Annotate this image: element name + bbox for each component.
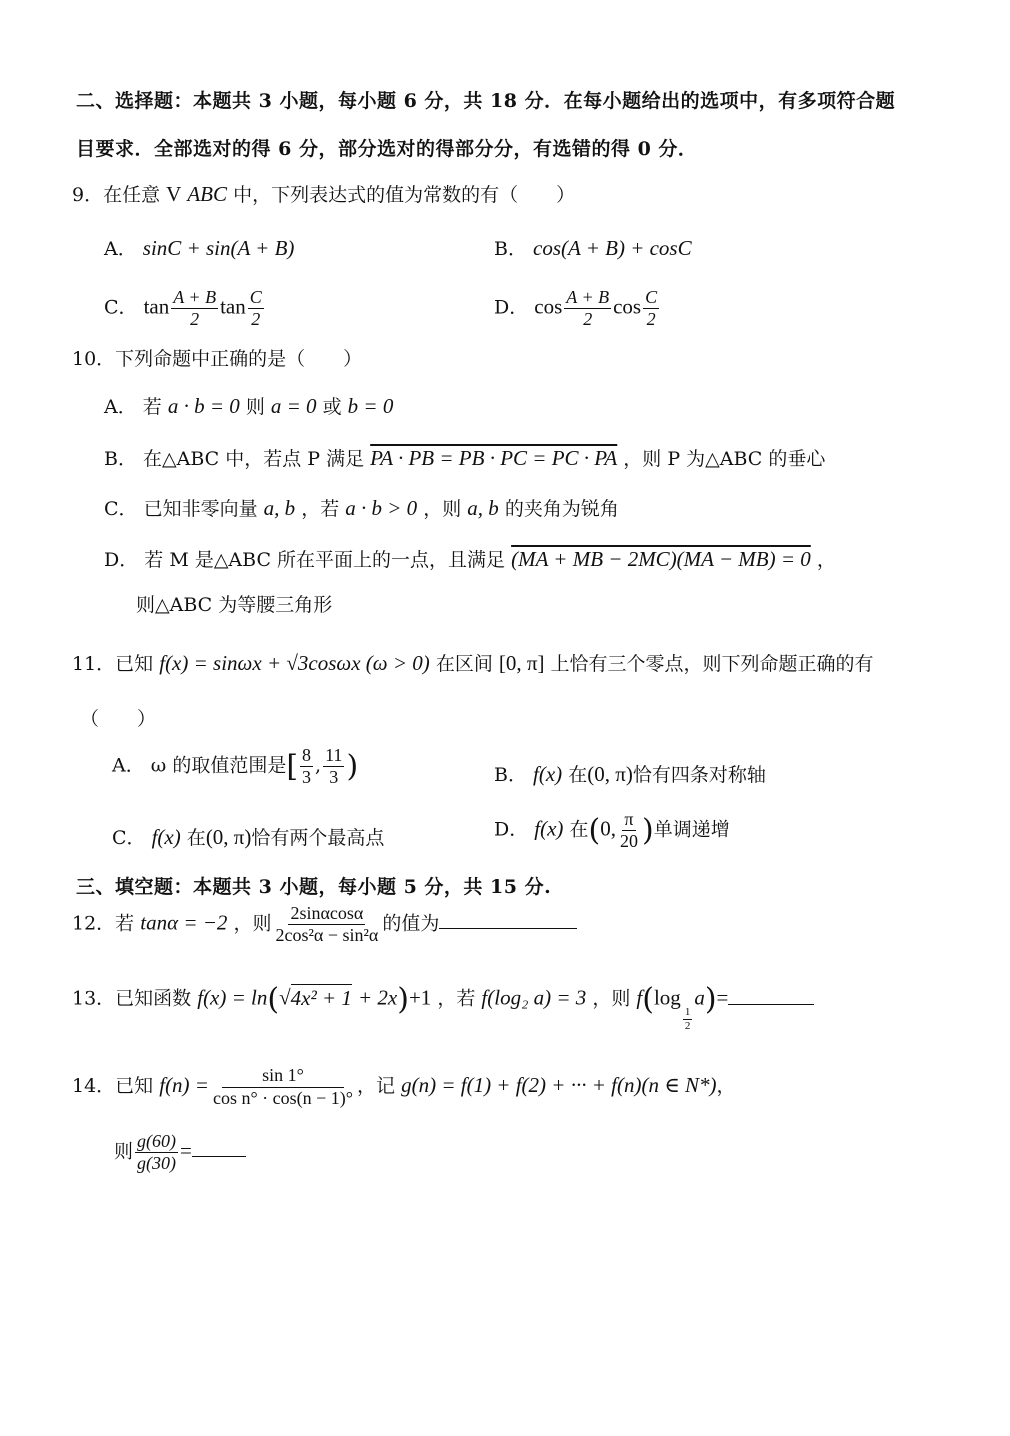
q13-answer-blank[interactable]: [728, 984, 814, 1005]
q12-condition: tanα = −2: [140, 910, 228, 935]
q11-option-a-den1: 3: [302, 766, 312, 787]
q10-option-c-text4: 的夹角为锐角: [504, 498, 619, 520]
q11-option-a-num1: 8: [302, 745, 312, 765]
q13-f-def: f(x) = ln: [197, 985, 268, 1010]
q11-option-d-frac: [618, 810, 640, 851]
q9-stem-suffix: 中，下列表达式的值为常数的有（ ）: [233, 184, 576, 206]
q11-paren: （ ）: [80, 708, 157, 730]
q13-ask-f: f: [636, 985, 643, 1010]
q13-ask-log: log: [653, 985, 681, 1010]
q14-fraction: [211, 1066, 355, 1108]
q10-option-d-eq: (MA + MB − 2MC)(MA − MB) = 0: [511, 547, 811, 571]
q11-option-b-label: B．: [494, 764, 527, 786]
q9-option-d-frac1: [564, 288, 611, 329]
q9-option-c-label: C．: [104, 296, 138, 319]
q10-option-c-vectors2: a, b: [467, 496, 499, 520]
q11-option-d-num: π: [624, 809, 634, 829]
q11-option-d-f: f(x): [534, 816, 564, 841]
q11-option-c-f: f(x): [151, 825, 181, 849]
q9-option-b-label: B．: [494, 238, 527, 260]
q11-option-c-label: C．: [112, 827, 146, 849]
q14-ratio-den: g(30): [137, 1152, 177, 1173]
q10-option-d-line2: 则△ABC 为等腰三角形: [136, 594, 333, 616]
q14-ask: [114, 1132, 246, 1173]
q13-condition: f(log₂ a) = 3: [481, 985, 587, 1010]
q9-stem-prefix: 9．在任意: [72, 184, 161, 206]
q11-option-d-label: D．: [494, 818, 529, 841]
q9-triangle-symbol: V: [166, 182, 182, 206]
q9-option-d-cos1: cos: [534, 294, 563, 319]
q14-g-def: g(n) = f(1) + f(2) + ··· + f(n)(n ∈ N*): [401, 1072, 717, 1097]
q11-option-c-interval: (0, π): [205, 825, 252, 849]
q12-stem-suffix: 的值为: [382, 912, 440, 935]
q14-f-lhs: f(n) =: [159, 1072, 209, 1097]
q9-option-d-den1: 2: [583, 308, 593, 329]
q11-option-a-label: A．: [112, 754, 145, 777]
q10-option-a-eq2: a = 0: [270, 394, 317, 418]
q11-option-d-den: 20: [619, 830, 638, 851]
q10-option-a-label: A．: [104, 396, 137, 418]
q11-option-d-text: 在: [569, 818, 589, 841]
q9-option-d-num2: C: [645, 287, 658, 307]
q11-option-d-text2: 单调递增: [653, 818, 730, 841]
q10-option-c-vectors: a, b: [263, 496, 296, 520]
q10-option-b-label: B．: [104, 448, 137, 470]
q11-function: f(x) = sinωx + √3cosωx (ω > 0): [159, 651, 430, 675]
q12-stem-mid: ，则: [233, 912, 272, 935]
q10-option-a-text3: 或: [322, 396, 342, 418]
section2-title-line1: 二、选择题：本题共 3 小题，每小题 6 分，共 18 分．在每小题给出的选项中，有多项符合题: [76, 90, 896, 112]
q14-ratio: [135, 1132, 178, 1173]
q14-stem-mid: ，记: [357, 1074, 396, 1097]
q11-option-c-text: 在: [186, 827, 206, 849]
q12-stem-prefix: 12．若: [72, 912, 135, 935]
q11-option-a-text: ω 的取值范围是: [150, 754, 287, 777]
q9-option-a-label: A．: [104, 238, 137, 260]
q10-option-b-eq: PA · PB = PB · PC = PC · PA: [370, 446, 618, 470]
q14-denominator: cos n° · cos(n − 1)°: [212, 1087, 354, 1108]
q10-option-c-text1: 已知非零向量: [143, 498, 258, 520]
section2-title-line2: 目要求．全部选对的得 6 分，部分选对的得部分分，有选错的得 0 分．: [76, 138, 698, 160]
q14-stem-end: ，: [716, 1074, 736, 1097]
q14-then: 则: [114, 1140, 134, 1163]
q10-option-d-label: D．: [104, 549, 139, 571]
q11-interval: [0, π]: [498, 651, 545, 675]
q10-option-c: [104, 494, 619, 521]
q11-option-d: D． f(x) 在(0, $\frac{\pi}{20}$ )单调递增: [494, 809, 730, 851]
q9-option-a-expr: sinC + sin(A + B): [142, 236, 295, 260]
q10-option-c-text2: ，若: [301, 498, 340, 520]
q9-option-c-frac2: [248, 288, 264, 329]
q9-option-d-den2: 2: [646, 308, 656, 329]
q9-option-d-cos2: cos: [613, 294, 642, 319]
q13-stem-mid: ，若: [437, 987, 476, 1010]
q11-option-b: [494, 760, 766, 787]
q13-ask-base-den: 2: [684, 1020, 691, 1033]
q13-ask-eq: =: [716, 985, 729, 1010]
q11-option-c: [112, 823, 384, 850]
q11-stem-mid: 在区间: [435, 653, 493, 675]
q10-option-d-text2: ，: [816, 549, 836, 571]
q9-option-c: [104, 288, 266, 329]
q13-ask-base-num: 1: [683, 1007, 693, 1021]
q10-option-b-text2: ，则 P 为△ABC 的垂心: [623, 448, 826, 470]
q10-option-b-text1: 在△ABC 中，若点 P 满足: [143, 448, 365, 470]
q9-option-b-expr: cos(A + B) + cosC: [533, 236, 692, 260]
q14-answer-blank[interactable]: [192, 1136, 246, 1157]
q14-eq: =: [180, 1138, 192, 1163]
q12-stem: [72, 904, 577, 945]
q13-stem-prefix: 13．已知函数: [72, 987, 192, 1010]
q9-option-c-num2: C: [249, 287, 262, 307]
q13-f-end: +1: [408, 985, 432, 1010]
q11-stem-suffix: 上恰有三个零点，则下列命题正确的有: [550, 653, 874, 675]
q11-option-a-den2: 3: [329, 766, 339, 787]
q9-option-a: [104, 234, 294, 261]
q11-stem-prefix: 11．已知: [72, 653, 154, 675]
q10-option-a-text2: 则: [245, 396, 265, 418]
q14-stem: [72, 1066, 736, 1108]
q13-sqrt-body: 4x² + 1: [290, 985, 352, 1010]
q9-option-c-den1: 2: [190, 308, 200, 329]
q11-option-c-text2: 恰有两个最高点: [251, 827, 385, 849]
q14-numerator: sin 1°: [222, 1066, 344, 1088]
q14-ratio-num: g(60): [137, 1131, 177, 1151]
q11-option-b-f: f(x): [533, 762, 563, 786]
q12-fraction: [274, 904, 381, 945]
q11-stem: [72, 649, 874, 676]
q9-option-c-tan2: tan: [220, 294, 246, 319]
q9-option-d: [494, 288, 661, 329]
q11-option-a-frac2: [323, 746, 344, 787]
q9-option-c-den2: 2: [251, 308, 261, 329]
q10-option-a-text1: 若: [142, 396, 162, 418]
q10-option-a-eq3: b = 0: [347, 394, 394, 418]
q13-ask-a: a: [694, 985, 705, 1010]
q10-option-d-text1: 若 M 是△ABC 所在平面上的一点，且满足: [144, 549, 506, 571]
q9-option-d-frac2: [643, 288, 659, 329]
q13-ask-base: [683, 1007, 693, 1033]
q11-option-b-text: 在: [568, 764, 588, 786]
q9-option-d-num1: A + B: [566, 287, 610, 307]
q9-option-c-frac1: [171, 288, 218, 329]
q11-option-d-zero: 0,: [600, 816, 616, 841]
q14-stem-prefix: 14．已知: [72, 1074, 154, 1097]
q12-denominator: 2cos²α − sin²α: [275, 924, 379, 945]
q9-option-b: [494, 234, 692, 261]
q11-option-a: A． ω 的取值范围是[ $\frac{8}{3}$ , $\frac{11}{3}$ ): [112, 745, 359, 787]
section3-title: 三、填空题：本题共 3 小题，每小题 5 分，共 15 分.: [76, 876, 552, 898]
q10-option-c-eq: a · b > 0: [345, 496, 418, 520]
q9-triangle-name: ABC: [187, 182, 228, 206]
q13-f-rest: + 2x: [357, 985, 398, 1010]
q13-stem-ask: ，则: [592, 987, 631, 1010]
q10-option-c-text3: ，则: [423, 498, 462, 520]
q10-option-a: [104, 392, 393, 419]
q11-option-a-frac1: [300, 746, 313, 787]
q9-option-c-num1: A + B: [173, 287, 217, 307]
q10-option-b: [104, 444, 825, 471]
q11-option-b-text2: 恰有四条对称轴: [632, 764, 766, 786]
q9-stem: [72, 180, 575, 207]
q12-numerator: 2sinαcosα: [290, 903, 364, 923]
q9-option-c-tan1: tan: [143, 294, 170, 319]
q13-stem: 13．已知函数 f(x) = ln(√4x² + 1 + 2x)+1 ，若 f(log₂ a) = 3 ，则 f(log $\frac{1}{2}$ a)=: [72, 982, 814, 1033]
q10-option-c-label: C．: [104, 498, 138, 520]
q11-option-b-interval: (0, π): [587, 762, 633, 786]
q12-answer-blank[interactable]: [439, 908, 577, 929]
q10-option-d: [104, 545, 836, 572]
q9-option-d-label: D．: [494, 296, 529, 319]
q10-option-a-eq1: a · b = 0: [167, 394, 240, 418]
q11-option-a-num2: 11: [325, 745, 343, 765]
q10-stem: 10．下列命题中正确的是（ ）: [72, 348, 363, 370]
